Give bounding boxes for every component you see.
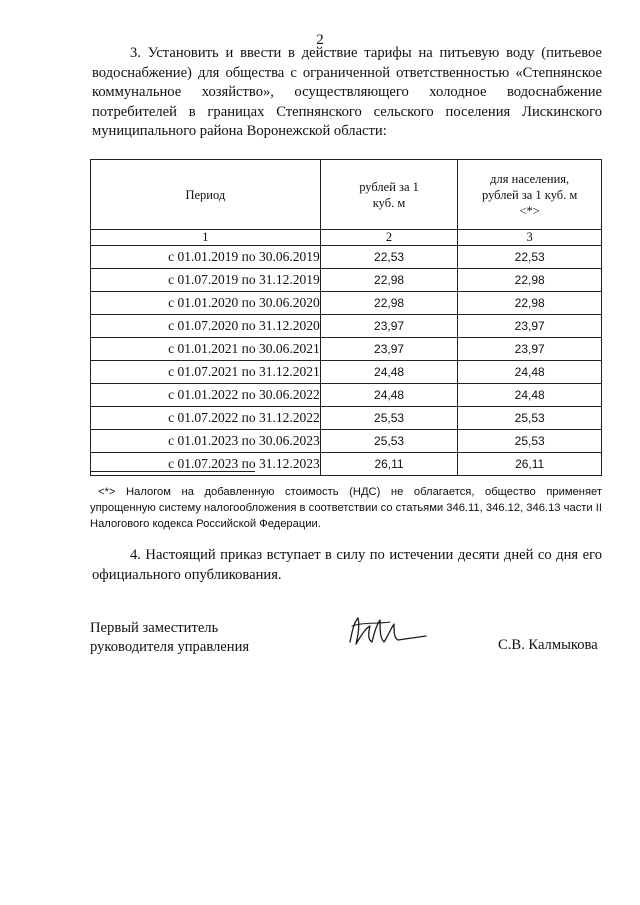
period-cell: с 01.01.2019 по 30.06.2019 xyxy=(91,246,321,269)
signatory-title xyxy=(90,619,249,657)
period-cell: с 01.01.2020 по 30.06.2020 xyxy=(91,292,321,315)
footnote xyxy=(90,484,602,532)
header-period: Период xyxy=(91,160,321,230)
column-number: 1 xyxy=(91,230,321,246)
period-cell: с 01.01.2022 по 30.06.2022 xyxy=(91,384,321,407)
period-cell: с 01.01.2021 по 30.06.2021 xyxy=(91,338,321,361)
population-tariff-cell: 24,48 xyxy=(458,361,602,384)
period-cell: с 01.07.2022 по 31.12.2022 xyxy=(91,407,321,430)
table-row xyxy=(91,246,602,269)
tariff-cell: 22,98 xyxy=(320,269,458,292)
header-rub-per-m3 xyxy=(320,160,458,230)
tariff-cell: 24,48 xyxy=(320,384,458,407)
population-tariff-cell: 23,97 xyxy=(458,338,602,361)
column-number-row xyxy=(91,230,602,246)
header-population-text: для населения, рублей за 1 куб. м <*> xyxy=(482,171,578,218)
tariff-cell: 23,97 xyxy=(320,315,458,338)
table-row xyxy=(91,384,602,407)
population-tariff-cell: 25,53 xyxy=(458,430,602,453)
paragraph-4 xyxy=(92,546,602,585)
population-tariff-cell: 24,48 xyxy=(458,384,602,407)
tariff-cell: 22,98 xyxy=(320,292,458,315)
period-cell: с 01.07.2020 по 31.12.2020 xyxy=(91,315,321,338)
population-tariff-cell: 22,98 xyxy=(458,269,602,292)
signatory-name: С.В. Калмыкова xyxy=(498,637,598,653)
tariff-cell: 25,53 xyxy=(320,407,458,430)
period-cell: с 01.07.2023 по 31.12.2023 xyxy=(91,453,321,476)
tariff-cell: 24,48 xyxy=(320,361,458,384)
table-row xyxy=(91,315,602,338)
population-tariff-cell: 26,11 xyxy=(458,453,602,476)
table-row xyxy=(91,453,602,476)
page-number: 2 xyxy=(316,32,324,48)
paragraph-3 xyxy=(92,44,602,142)
signatory-title-line-1: Первый заместитель xyxy=(90,620,219,636)
footnote-divider xyxy=(90,471,255,472)
table-row xyxy=(91,407,602,430)
period-cell: с 01.07.2021 по 31.12.2021 xyxy=(91,361,321,384)
population-tariff-cell: 23,97 xyxy=(458,315,602,338)
table-row xyxy=(91,269,602,292)
table-row xyxy=(91,361,602,384)
tariff-cell: 26,11 xyxy=(320,453,458,476)
paragraph-4-text: 4. Настоящий приказ вступает в силу по истечении десяти дней со дня его официального опубликования. xyxy=(92,547,602,583)
population-tariff-cell: 22,98 xyxy=(458,292,602,315)
header-population xyxy=(458,160,602,230)
footnote-text: <*> Налогом на добавленную стоимость (НДС) не облагается, общество применяет упрощенную систему налогообложения в соответствии со статьями 346.11, 346.12, 346.13 части II Налогового кодекса Российской Федерации. xyxy=(90,486,602,530)
signatory-title-line-2: руководителя управления xyxy=(90,639,250,655)
period-cell: с 01.07.2019 по 31.12.2019 xyxy=(91,269,321,292)
table-row xyxy=(91,430,602,453)
table-row xyxy=(91,338,602,361)
column-number: 2 xyxy=(320,230,458,246)
tariff-cell: 22,53 xyxy=(320,246,458,269)
tariff-table xyxy=(90,159,602,476)
tariff-cell: 23,97 xyxy=(320,338,458,361)
population-tariff-cell: 25,53 xyxy=(458,407,602,430)
column-number: 3 xyxy=(458,230,602,246)
table-header-row xyxy=(91,160,602,230)
table-row xyxy=(91,292,602,315)
period-cell: с 01.01.2023 по 30.06.2023 xyxy=(91,430,321,453)
paragraph-3-text: 3. Установить и ввести в действие тарифы на питьевую воду (питьевое водоснабжение) для общества с ограниченной ответственностью «Степнянское коммунальное хозяйство», осуществляющего холодное водоснабжение потребителей в границах Степнянского сельского поселения Лискинского муниципального района Воронежской области: xyxy=(92,45,602,139)
population-tariff-cell: 22,53 xyxy=(458,246,602,269)
tariff-cell: 25,53 xyxy=(320,430,458,453)
header-rub-text: рублей за 1 куб. м xyxy=(359,179,419,210)
handwritten-signature xyxy=(344,612,434,652)
